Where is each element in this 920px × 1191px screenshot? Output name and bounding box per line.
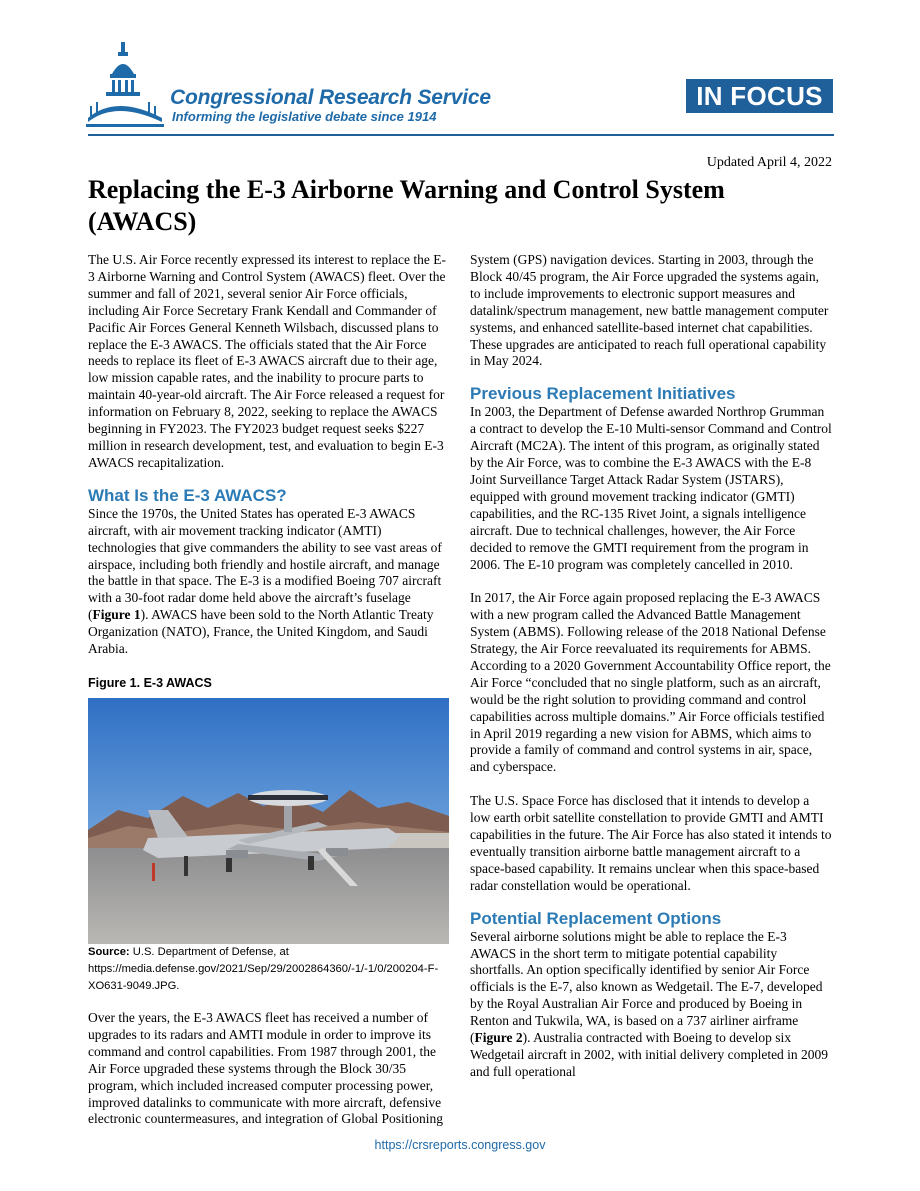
updated-date: Updated April 4, 2022 [706,155,832,170]
potential-paragraph: Several airborne solutions might be able to replace the E-3 AWACS in the short term to mitigate potential capability shortfalls. An option specifically identified by senior Air Force officials is the E-7, also known as Wedgetail. The E-7, developed by the Royal Australian Air Force and produced by Boeing in Renton and Tukwila, WA, is based on a 737 airliner airframe (Figure 2). Australia contracted with Boeing to develop six Wedgetail aircraft in 2002, with initial delivery completed in 2009 and full operational [470,928,829,1079]
figure-1-label: Figure 1. E-3 AWACS [88,675,212,690]
intro-paragraph: The U.S. Air Force recently expressed its interest to replace the E-3 Airborne Warning and Control System (AWACS) fleet. Over the summer and fall of 2021, several senior Air Force officials, including Air Force Secretary Frank Kendall and Commander of Pacific Air Forces General Kenneth Wilsbach, discussed plans to replace the E-3 AWACS. The officials stated that the Air Force needs to replace its fleet of E-3 AWACS aircraft due to their age, low mission capable rates, and the inability to procure parts to maintain 40-year-old aircraft. The Air Force released a request for information on February 8, 2022, seeking to replace the AWACS beginning in FY2023. The FY2023 budget request seeks $227 million in research development, test, and evaluation to begin E-3 AWACS recapitalization. [88,252,447,470]
figure-1-source: Source: U.S. Department of Defense, at https://media.defense.gov/2021/Sep/29/2002864360/-1/-1/0/200204-F-XO631-9049.JPG. [88,946,439,992]
right-column [470,252,832,1081]
org-name: Congressional Research Service [170,86,491,109]
left-column-bottom [88,944,451,1128]
upgrades-paragraph: Over the years, the E-3 AWACS fleet has received a number of upgrades to its radars and AMTI module in order to improve its command and control capabilities. From 1987 through 2001, the Air Force upgraded these systems through the Block 30/35 program, which included increased computer processing power, improved datalinks to communicate with more aircraft, defensive electronic countermeasures, and integration of Global Positioning [88,1010,444,1127]
left-column-top [88,252,449,692]
footer-link[interactable]: https://crsreports.congress.gov [374,1138,546,1152]
page-title: Replacing the E-3 Airborne Warning and Control System (AWACS) [88,175,725,236]
figure-2-ref: Figure 2 [474,1030,523,1046]
org-tagline: Informing the legislative debate since 1914 [172,109,437,124]
e3-awacs-photo [88,698,449,944]
previous-paragraph-1: In 2003, the Department of Defense awarded Northrop Grumman a contract to develop the E-10 Multi-sensor Command and Control Aircraft (MC2A). The intent of this program, as originally stated by the Air Force, was to combine the E-3 AWACS with the E-8 Joint Surveillance Target Attack Radar System (JSTARS), equipped with ground movement tracking indicator (GMTI) capabilities, and the RC-135 Rivet Joint, a signals intelligence aircraft. Due to technical challenges, however, the Air Force decided to remove the GMTI requirement from the program in 2006. The E-10 program was completely cancelled in 2010. [470,404,832,572]
what-is-paragraph: Since the 1970s, the United States has operated E-3 AWACS aircraft, with air movement tracking indicator (AMTI) technologies that give commanders the ability to see vast areas of airspace, including both friendly and hostile aircraft, and manage the battle in that space. The E-3 is a modified Boeing 707 aircraft with a 30-foot radar dome held above the aircraft’s fuselage (Figure 1). AWACS have been sold to the North Atlantic Treaty Organization (NATO), France, the United Kingdom, and Saudi Arabia. [88,505,442,657]
in-focus-badge: IN FOCUS [686,79,833,113]
previous-paragraph-3: The U.S. Space Force has disclosed that it intends to develop a low earth orbit satellite constellation to provide GMTI and AMTI capabilities in the future. The Air Force has also stated it intends to eventually transition airborne battle management aircraft to a space-based capability. It remains unclear when this space-based radar constellation would be operational. [470,793,832,893]
capitol-dome-logo [86,40,164,130]
heading-potential-options: Potential Replacement Options [470,908,722,928]
previous-paragraph-2: In 2017, the Air Force again proposed replacing the E-3 AWACS with a new program called the Advanced Battle Management System (ABMS). Following release of the 2018 National Defense Strategy, the Air Force reevaluated its requirements for ABMS. According to a 2020 Government Accountability Office report, the Air Force “concluded that no single platform, such as an aircraft, would be the right solution to providing command and control capabilities across multiple domains.” Air Force officials testified in April 2019 regarding a new vision for ABMS, which aims to provide a family of command and control systems in air, space, and cyberspace. [470,590,831,775]
upgrades-continued: System (GPS) navigation devices. Starting in 2003, through the Block 40/45 program, the Air Force upgraded the systems again, to include improvements to electronic support measures and datalink/spectrum management, new battle management computer systems, and enhanced satellite-based internet chat capabilities. These upgrades are anticipated to reach full operational capability in May 2024. [470,252,829,369]
heading-what-is: What Is the E-3 AWACS? [88,485,287,505]
header-rule [88,134,834,136]
heading-previous-initiatives: Previous Replacement Initiatives [470,384,736,404]
figure-1-ref: Figure 1 [92,607,141,623]
